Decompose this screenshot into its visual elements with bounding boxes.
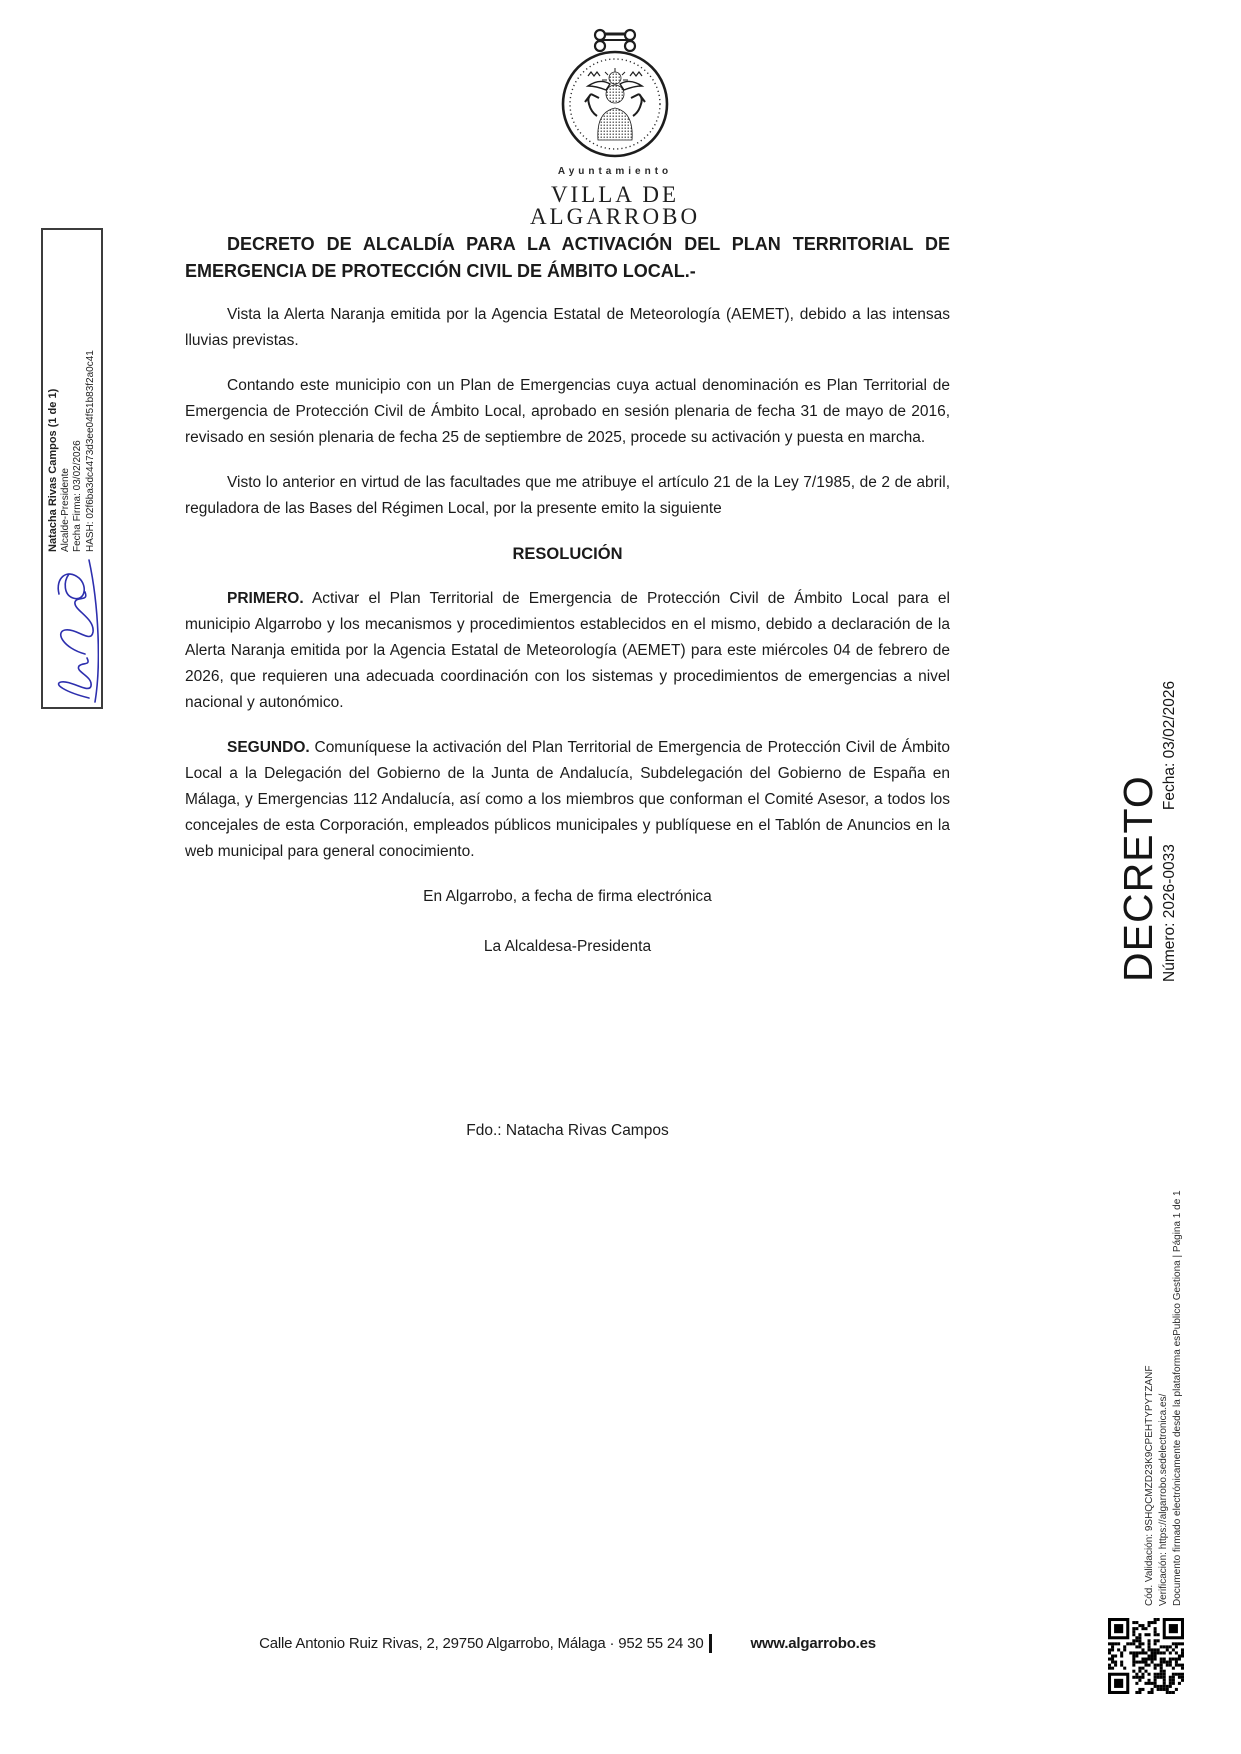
handwritten-signature-icon [45,556,99,706]
verification-qr-code [1108,1618,1184,1694]
decree-meta [1160,642,1179,982]
municipal-seal-icon [558,28,672,160]
decree-title: DECRETO [1115,775,1161,982]
signature-hash: HASH: 02f6ba3dc4473d3ee04f51b83f2a0c41 [84,350,96,552]
resolution-item-primero [185,586,950,716]
footer-address: Calle Antonio Ruiz Rivas, 2, 29750 Algarrobo, Málaga · 952 55 24 30 [259,1635,704,1652]
decree-number: Número: 2026-0033 [1161,844,1178,982]
resolution-heading: RESOLUCIÓN [512,545,623,563]
paragraph-vista: Vista la Alerta Naranja emitida por la Agencia Estatal de Meteorología (AEMET), debido a las intensas lluvias previstas. [185,306,950,349]
resolution-item-segundo [185,735,950,865]
signer-role: Alcalde-Presidente [59,468,71,552]
fine-print-verification: Verificación: https://algarrobo.sedelectronica.es/ [1158,1393,1169,1606]
footer-separator [709,1634,712,1653]
document-title: DECRETO DE ALCALDÍA PARA LA ACTIVACIÓN DEL PLAN TERRITORIAL DE EMERGENCIA DE PROTECCIÓN CIVIL DE ÁMBITO LOCAL.- [185,234,950,281]
signature-stamp-content [44,231,100,706]
org-small-label: Ayuntamiento [557,166,673,177]
closing-role-line: La Alcaldesa-Presidenta [483,938,652,955]
org-name-line1: VILLA DE [550,182,680,207]
closing-place-line: En Algarrobo, a fecha de firma electrónica [423,888,712,905]
signature-date: Fecha Firma: 03/02/2026 [72,440,84,552]
resolution-label: PRIMERO. [227,590,304,607]
page-footer [185,1634,950,1653]
fine-print-sidebar [1143,946,1189,1606]
resolution-label: SEGUNDO. [227,739,310,756]
document-body [185,231,950,1163]
closing-signed-line: Fdo.: Natacha Rivas Campos [466,1122,669,1139]
fine-print-validation: Cód. Validación: 9SHQCMZD23K9CPEHTYPYTZANF [1144,1365,1155,1606]
footer-website: www.algarrobo.es [750,1635,876,1652]
paragraph-contando: Contando este municipio con un Plan de Emergencias cuya actual denominación es Plan Territorial de Emergencia de Protección Civil de Ámbito Local, aprobado en sesión plenaria de fecha 31 de mayo de 2016, revisado en sesión plenaria de fecha 25 de septiembre de 2025, procede su activación y puesta en marcha. [185,377,950,446]
decree-sidebar [1115,642,1180,982]
signer-name: Natacha Rivas Campos (1 de 1) [46,388,59,552]
resolution-text: Activar el Plan Territorial de Emergencia de Protección Civil de Ámbito Local para el municipio Algarrobo y los mecanismos y procedimientos establecidos en el mismo, debido a declaración de la Alerta Naranja emitida por la Agencia Estatal de Meteorología (AEMET) para este miércoles 04 de febrero de 2026, que requieren una adecuada coordinación con los sistemas y procedimientos de emergencias a nivel nacional y autonómico. [185,590,950,711]
paragraph-visto: Visto lo anterior en virtud de las facultades que me atribuye el artículo 21 de la Ley 7/1985, de 2 de abril, reguladora de las Bases del Régimen Local, por la presente emito la siguiente [185,474,950,517]
resolution-text: Comuníquese la activación del Plan Territorial de Emergencia de Protección Civil de Ámbito Local a la Delegación del Gobierno de la Junta de Andalucía, Subdelegación del Gobierno de España en Málaga, y Emergencias 112 Andalucía, así como a los miembros que conforman el Comité Asesor, a todos los concejales de esta Corporación, empleados públicos municipales y publíquese en el Tablón de Anuncios en la web municipal para general conocimiento. [185,739,950,860]
fine-print-platform: Documento firmado electrónicamente desde la plataforma esPublico Gestiona | Página 1 de 1 [1172,1190,1183,1606]
decree-date: Fecha: 03/02/2026 [1161,680,1178,811]
org-name-line2: ALGARROBO [529,204,701,229]
